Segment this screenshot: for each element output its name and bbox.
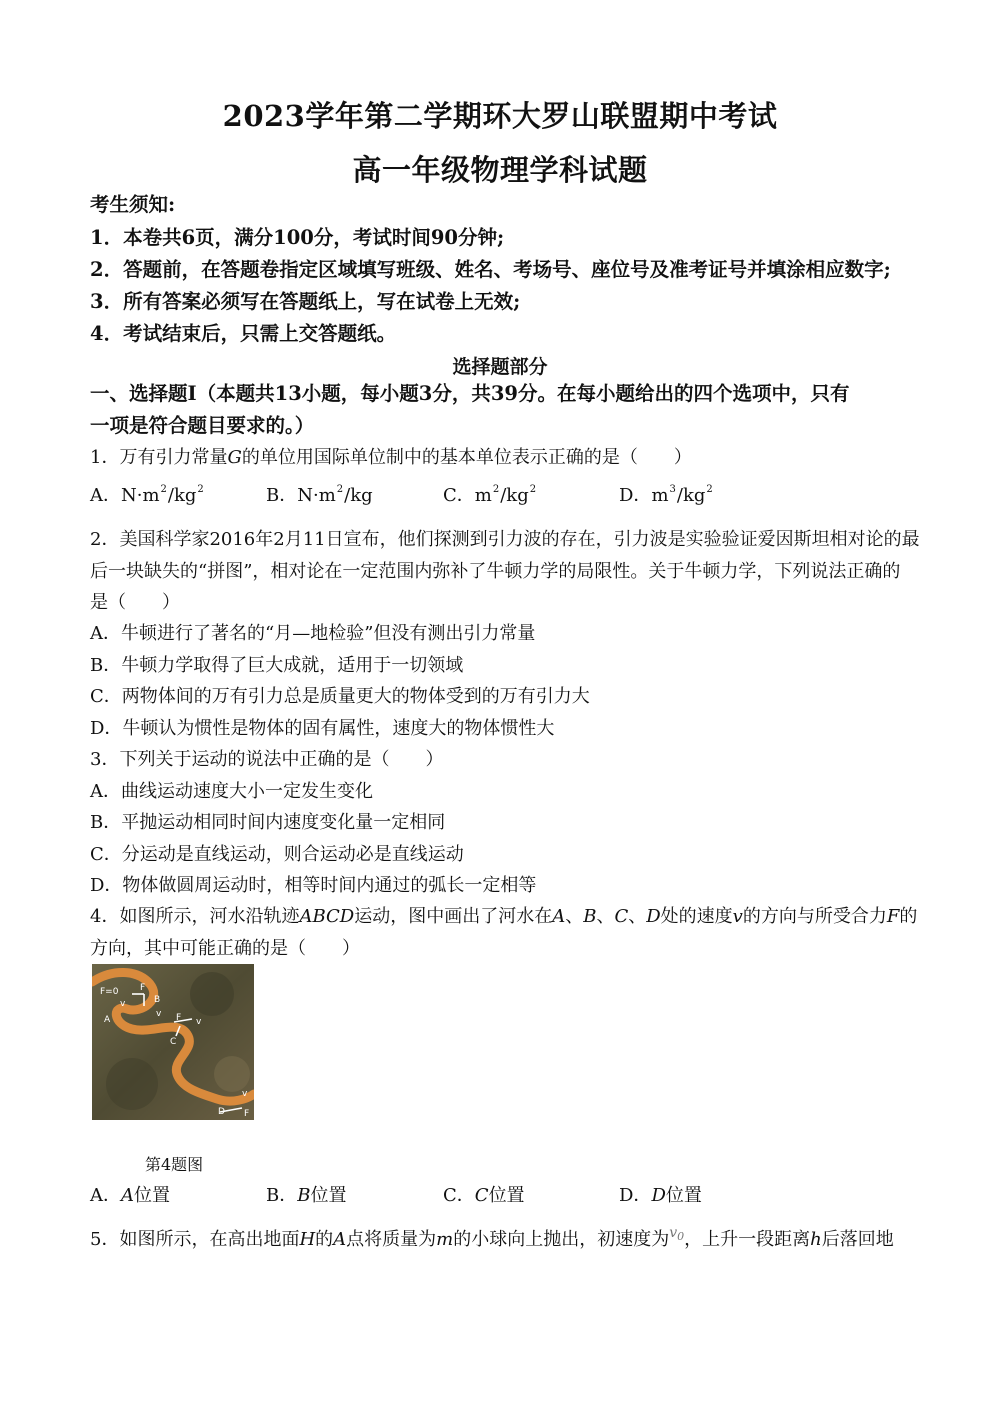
option-letter: B． bbox=[266, 1185, 298, 1206]
q5-text: 5．如图所示，在高出地面 bbox=[90, 1229, 300, 1250]
unit-denominator: /kg bbox=[500, 485, 529, 506]
river-figure bbox=[92, 964, 254, 1120]
q3-option-a[interactable]: A．曲线运动速度大小一定发生变化 bbox=[90, 781, 373, 802]
q4-sep: 、 bbox=[628, 906, 647, 927]
q5-text: 点将质量为 bbox=[346, 1229, 437, 1250]
unit-denominator: /kg bbox=[676, 485, 706, 506]
notice-item-4: 4．考试结束后，只需上交答题纸。 bbox=[90, 322, 397, 345]
fig-label-v: v bbox=[120, 999, 126, 1009]
notice-item-1: 1．本卷共6页，满分100分，考试时间90分钟; bbox=[90, 226, 505, 249]
option-text: 位置 bbox=[665, 1185, 702, 1206]
option-text: 位置 bbox=[134, 1185, 170, 1206]
q4-var-b: B bbox=[583, 906, 597, 927]
option-letter: B． bbox=[266, 485, 298, 506]
q5-text: 的 bbox=[315, 1229, 334, 1250]
q2-option-a[interactable]: A．牛顿进行了著名的“月—地检验”但没有测出引力常量 bbox=[90, 623, 536, 644]
q4-var-v: v bbox=[732, 906, 743, 927]
option-var: D bbox=[651, 1185, 666, 1206]
unit-base: m bbox=[651, 485, 669, 506]
q4-text: 的 bbox=[899, 906, 918, 927]
option-var: C bbox=[474, 1185, 489, 1206]
fig-label-a: A bbox=[104, 1015, 111, 1025]
fig-label-d: D bbox=[218, 1107, 225, 1117]
q4-option-a[interactable] bbox=[90, 1184, 170, 1208]
unit-denominator: /kg bbox=[167, 485, 197, 506]
q3-option-c[interactable]: C．分运动是直线运动，则合运动必是直线运动 bbox=[90, 844, 464, 865]
river-map-image bbox=[92, 964, 254, 1120]
q4-var-abcd: ABCD bbox=[299, 906, 355, 927]
exam-title: 2023学年第二学期环大罗山联盟期中考试 bbox=[222, 99, 778, 133]
option-letter: D． bbox=[619, 1185, 652, 1206]
figure-caption: 第4题图 bbox=[145, 1155, 204, 1174]
q5-text: 后落回地 bbox=[821, 1229, 894, 1250]
exponent: 2 bbox=[336, 484, 344, 495]
q4-stem-line-1 bbox=[90, 905, 917, 929]
q4-option-d[interactable] bbox=[619, 1184, 702, 1208]
q4-text: 的方向与所受合力 bbox=[742, 906, 887, 927]
option-letter: D． bbox=[619, 485, 652, 506]
option-text: 位置 bbox=[310, 1185, 347, 1206]
q1-option-d[interactable] bbox=[619, 478, 714, 508]
q2-option-c[interactable]: C．两物体间的万有引力总是质量更大的物体受到的万有引力大 bbox=[90, 686, 590, 707]
q4-var-d: D bbox=[646, 906, 661, 927]
q5-v: v bbox=[669, 1225, 678, 1241]
q1-stem-text: 1．万有引力常量 bbox=[90, 447, 228, 468]
unit-denominator: /kg bbox=[344, 485, 373, 506]
unit-base: m bbox=[474, 485, 492, 506]
q4-sep: 、 bbox=[596, 906, 615, 927]
fig-label-f0: F=0 bbox=[100, 987, 119, 997]
q4-var-a: A bbox=[552, 906, 566, 927]
unit-base: N·m bbox=[297, 485, 336, 506]
q5-var-h: h bbox=[810, 1229, 822, 1250]
section-intro-line-2: 一项是符合题目要求的。） bbox=[90, 414, 315, 437]
q5-stem bbox=[90, 1221, 894, 1252]
q4-var-c: C bbox=[614, 906, 629, 927]
q1-var-g: G bbox=[227, 447, 242, 468]
q4-sep: 、 bbox=[565, 906, 584, 927]
q3-option-b[interactable]: B．平抛运动相同时间内速度变化量一定相同 bbox=[90, 812, 446, 833]
option-text: 位置 bbox=[488, 1185, 525, 1206]
unit-base: N·m bbox=[121, 485, 160, 506]
q5-text: ，上升一段距离 bbox=[684, 1229, 811, 1250]
section-intro-line-1: 一、选择题Ⅰ（本题共13小题，每小题3分，共39分。在每小题给出的四个选项中，只有 bbox=[90, 382, 850, 405]
fig-label-v: v bbox=[156, 1009, 162, 1019]
q1-stem-text-2: 的单位用国际单位制中的基本单位表示正确的是（ ） bbox=[241, 447, 692, 468]
q5-var-v0 bbox=[669, 1225, 684, 1241]
option-var: A bbox=[121, 1185, 134, 1206]
fig-label-v: v bbox=[242, 1089, 248, 1099]
q4-text: 4．如图所示，河水沿轨迹 bbox=[90, 906, 300, 927]
q3-option-d[interactable]: D．物体做圆周运动时，相等时间内通过的弧长一定相等 bbox=[90, 875, 537, 896]
exam-subtitle: 高一年级物理学科试题 bbox=[352, 153, 648, 187]
fig-label-f: F bbox=[140, 983, 146, 993]
exponent: 2 bbox=[529, 484, 537, 495]
q3-stem: 3．下列关于运动的说法中正确的是（ ） bbox=[90, 749, 444, 770]
option-letter: C． bbox=[443, 1185, 475, 1206]
q2-stem-line-1: 2．美国科学家2016年2月11日宣布，他们探测到引力波的存在，引力波是实验验证爱因斯坦相对论的最 bbox=[90, 529, 920, 550]
q5-v-subscript: 0 bbox=[677, 1230, 685, 1243]
q5-var-a: A bbox=[333, 1229, 347, 1250]
q4-text: 运动，图中画出了河水在 bbox=[354, 906, 553, 927]
q5-text: 的小球向上抛出，初速度为 bbox=[453, 1229, 670, 1250]
q2-option-b[interactable]: B．牛顿力学取得了巨大成就，适用于一切领域 bbox=[90, 655, 464, 676]
fig-label-f: F bbox=[176, 1013, 182, 1023]
q2-stem-line-3: 是（ ） bbox=[90, 592, 180, 613]
option-var: B bbox=[297, 1185, 311, 1206]
q2-stem-line-2: 后一块缺失的“拼图”，相对论在一定范围内弥补了牛顿力学的局限性。关于牛顿力学，下列说法正确的 bbox=[90, 561, 901, 582]
fig-label-c: C bbox=[170, 1037, 177, 1047]
fig-label-b: B bbox=[154, 995, 161, 1005]
q1-option-c[interactable] bbox=[443, 478, 537, 508]
notice-item-2: 2．答题前，在答题卷指定区域填写班级、姓名、考场号、座位号及准考证号并填涂相应数字; bbox=[90, 258, 891, 281]
q5-var-h-upper: H bbox=[299, 1229, 316, 1250]
q4-option-c[interactable] bbox=[443, 1184, 525, 1208]
exponent: 3 bbox=[669, 484, 676, 495]
q1-stem bbox=[90, 446, 692, 470]
q4-option-b[interactable] bbox=[266, 1184, 346, 1208]
q4-stem-line-2: 方向，其中可能正确的是（ ） bbox=[90, 938, 360, 959]
section-title: 选择题部分 bbox=[452, 356, 548, 378]
q1-option-a[interactable] bbox=[90, 478, 205, 508]
option-letter: A． bbox=[90, 485, 121, 506]
exponent: 2 bbox=[492, 484, 500, 495]
exponent: 2 bbox=[706, 484, 713, 495]
option-letter: C． bbox=[443, 485, 475, 506]
q2-option-d[interactable]: D．牛顿认为惯性是物体的固有属性，速度大的物体惯性大 bbox=[90, 718, 555, 739]
option-letter: A． bbox=[90, 1185, 121, 1206]
notice-item-3: 3．所有答案必须写在答题纸上，写在试卷上无效; bbox=[90, 290, 521, 313]
exponent: 2 bbox=[160, 484, 167, 495]
fig-label-v: v bbox=[196, 1017, 202, 1027]
q5-var-m: m bbox=[436, 1229, 454, 1250]
q1-option-b[interactable] bbox=[266, 478, 373, 508]
notice-heading: 考生须知: bbox=[90, 193, 176, 216]
fig-label-f: F bbox=[244, 1109, 250, 1119]
q4-text: 处的速度 bbox=[660, 906, 733, 927]
q4-var-f: F bbox=[886, 906, 900, 927]
exponent: 2 bbox=[197, 484, 204, 495]
